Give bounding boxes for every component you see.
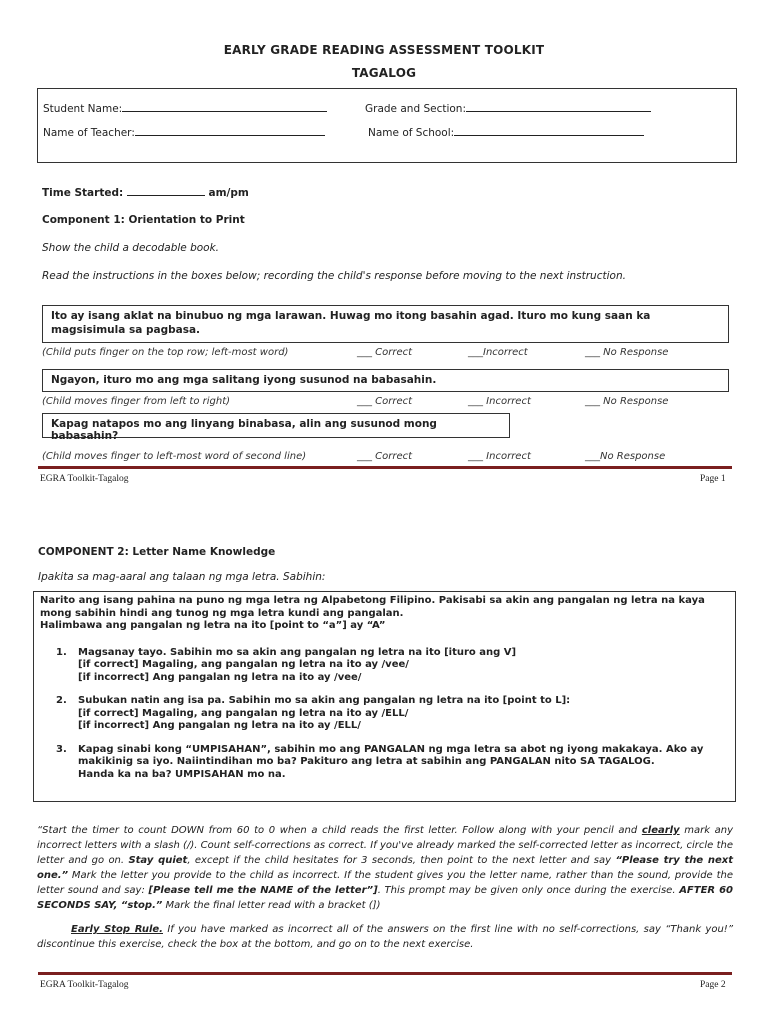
document-title: EARLY GRADE READING ASSESSMENT TOOLKIT <box>223 43 545 57</box>
step-3-number: 3. <box>56 743 67 755</box>
step-3-line-2: Handa ka na ba? UMPISAHAN mo na. <box>78 768 286 780</box>
teacher-label: Name of Teacher: <box>43 127 135 139</box>
step-1-line-3: [if incorrect] Ang pangalan ng letra na ito ay /vee/ <box>78 671 362 683</box>
step-1-line-1: Magsanay tayo. Sabihin mo sa akin ang pangalan ng letra na ito [ituro ang V] <box>78 646 517 658</box>
student-name-label: Student Name: <box>43 103 123 115</box>
timer-stay-quiet: Stay quiet <box>128 855 188 866</box>
timer-text-e: . This prompt may be given only once during the exercise. <box>377 885 680 896</box>
prompt-box-3: Kapag natapos mo ang linyang binabasa, alin ang susunod mong babasahin? <box>42 413 510 438</box>
prompt-box-1: Ito ay isang aklat na binubuo ng mga larawan. Huwag mo itong basahin agad. Ituro mo kung saan ka magsisimula sa pagbasa. <box>42 305 729 343</box>
step-2 <box>40 695 729 733</box>
step-2-line-2: [if correct] Magaling, ang pangalan ng letra na ito ay /ELL/ <box>78 707 409 719</box>
early-stop-rule <box>37 922 733 952</box>
correct-option-1[interactable]: ___ Correct <box>357 347 413 358</box>
teacher-row <box>43 126 325 139</box>
step-3 <box>40 744 729 782</box>
student-name-field[interactable] <box>122 102 327 112</box>
timer-text-c: , except if the child hesitates for 3 seconds, then point to the next letter and say <box>187 855 616 866</box>
footer-rule-page1 <box>38 466 732 469</box>
child-note-1: (Child puts finger on the top row; left-most word) <box>42 347 289 358</box>
grade-section-label: Grade and Section: <box>365 103 466 115</box>
timer-text-f: Mark the final letter read with a bracket (]) <box>162 900 381 911</box>
component2-title: COMPONENT 2: Letter Name Knowledge <box>38 546 276 558</box>
incorrect-option-3[interactable]: ___ Incorrect <box>468 451 531 462</box>
child-note-3: (Child moves finger to left-most word of second line) <box>42 451 307 462</box>
box-paragraph-1: Narito ang isang pahina na puno ng mga letra ng Alpabetong Filipino. Pakisabi sa akin ang pangalan ng letra na kaya mong sabihin hindi ang tunog ng mga letra kundi ang pangalan. <box>40 595 705 619</box>
step-1-number: 1. <box>56 646 67 658</box>
instruction-1: Show the child a decodable book. <box>42 242 220 254</box>
early-stop-text: If you have marked as incorrect all of the answers on the first line with no self-corrections, say “Thank you!” discontinue this exercise, check the box at the bottom, and go on to the next exercise. <box>37 924 733 950</box>
prompt-box-2: Ngayon, ituro mo ang mga salitang iyong susunod na babasahin. <box>42 369 729 392</box>
timer-text-a: “Start the timer to count DOWN from 60 to 0 when a child reads the first letter. Follow along with your pencil and <box>37 825 642 836</box>
school-label: Name of School: <box>368 127 455 139</box>
no-response-option-2[interactable]: ___ No Response <box>585 396 669 407</box>
instructions-box <box>33 591 736 802</box>
timer-text-b: mark any incorrect letters with a slash (/). Count self-corrections as correct. If you've already marked the self-corrected letter as incorrect, circle the letter and go on. <box>37 825 734 866</box>
child-note-2: (Child moves finger from left to right) <box>42 396 231 407</box>
time-started-field[interactable] <box>127 186 205 196</box>
footer-left-page1: EGRA Toolkit-Tagalog <box>40 474 129 484</box>
footer-left-page2: EGRA Toolkit-Tagalog <box>40 980 129 990</box>
timer-after-60: AFTER 60 SECONDS SAY, “stop.” <box>37 885 733 911</box>
step-3-line-1: Kapag sinabi kong “UMPISAHAN”, sabihin mo ang PANGALAN ng mga letra sa abot ng iyong makakaya. Ako ay makikinig sa iyo. Naiintindihan mo ba? Pakituro ang letra at sabihin ang PANGALAN nito SA TAGALOG. <box>78 743 704 767</box>
step-1 <box>40 647 729 685</box>
time-started-label: Time Started: <box>42 187 124 199</box>
correct-option-3[interactable]: ___ Correct <box>357 451 413 462</box>
ampm-label: am/pm <box>208 187 249 199</box>
timer-clearly: clearly <box>641 825 680 836</box>
component2-intro: Ipakita sa mag-aaral ang talaan ng mga letra. Sabihin: <box>38 571 326 583</box>
time-started-row <box>42 186 249 199</box>
incorrect-option-1[interactable]: ___Incorrect <box>468 347 528 358</box>
student-info-box <box>37 88 737 163</box>
document-subtitle: TAGALOG <box>351 66 417 80</box>
step-1-line-2: [if correct] Magaling, ang pangalan ng letra na ito ay /vee/ <box>78 659 409 670</box>
grade-section-field[interactable] <box>466 102 651 112</box>
footer-right-page1: Page 1 <box>700 474 726 484</box>
no-response-option-1[interactable]: ___ No Response <box>585 347 669 358</box>
timer-instructions <box>37 823 733 913</box>
footer-right-page2: Page 2 <box>700 980 726 990</box>
no-response-option-3[interactable]: ___No Response <box>585 451 666 462</box>
student-name-row <box>43 102 327 115</box>
incorrect-option-2[interactable]: ___ Incorrect <box>468 396 531 407</box>
step-2-line-3: [if incorrect] Ang pangalan ng letra na ito ay /ELL/ <box>78 720 361 731</box>
school-row <box>368 126 644 139</box>
school-field[interactable] <box>454 126 644 136</box>
step-2-line-1: Subukan natin ang isa pa. Sabihin mo sa akin ang pangalan ng letra na ito [point to L]: <box>78 695 571 706</box>
timer-text-d: Mark the letter you provide to the child as incorrect. If the student gives you the letter name, rather than the sound, provide the letter sound and say: <box>37 870 733 896</box>
component1-title: Component 1: Orientation to Print <box>42 214 245 226</box>
timer-try-next: “Please try the next one.” <box>37 855 733 881</box>
grade-section-row <box>365 102 651 115</box>
early-stop-label: Early Stop Rule. <box>71 924 163 935</box>
teacher-field[interactable] <box>135 126 325 136</box>
instruction-2: Read the instructions in the boxes below; recording the child's response before moving to the next instruction. <box>42 270 626 282</box>
correct-option-2[interactable]: ___ Correct <box>357 396 413 407</box>
box-paragraph-2: Halimbawa ang pangalan ng letra na ito [point to “a”] ay “A” <box>40 620 386 631</box>
footer-rule-page2 <box>38 972 732 975</box>
timer-tell-name: [Please tell me the NAME of the letter”] <box>148 885 378 896</box>
step-2-number: 2. <box>56 695 67 706</box>
